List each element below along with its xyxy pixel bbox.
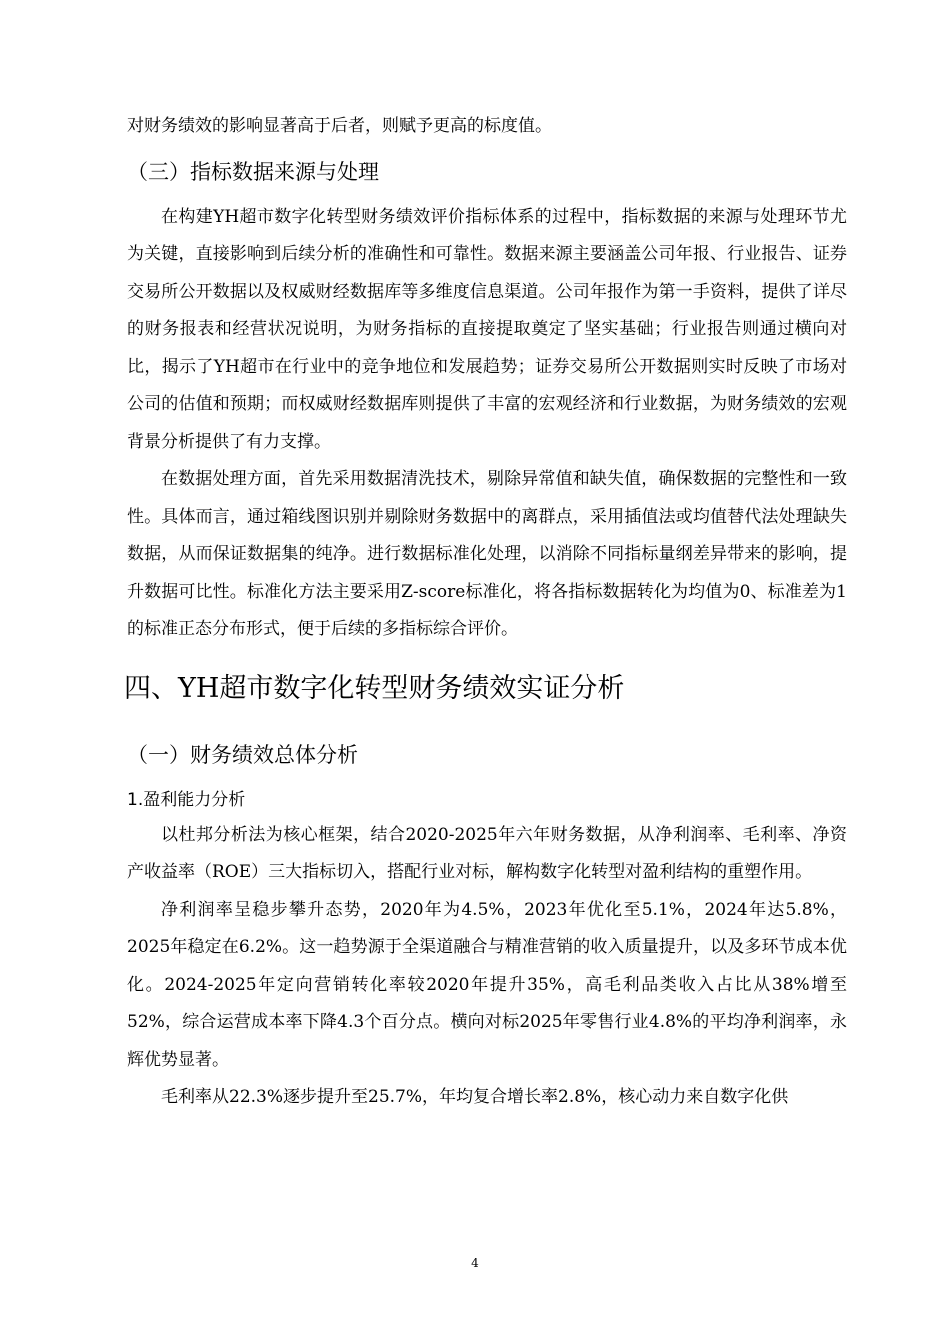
paragraph-net-margin: 净利润率呈稳步攀升态势，2020年为4.5%，2023年优化至5.1%，2024年达5.8%，2025年稳定在6.2%。这一趋势源于全渠道融合与精准营销的收入质量提升，以及多环节成本优化。2024-2025年定向营销转化率较2020年提升35%，高毛利品类收入占比从38%增至52%，综合运营成本率下降4.3个百分点。横向对标2025年零售行业4.8%的平均净利润率，永辉优势显著。 xyxy=(127,899,847,1070)
paragraph-data-source: 在构建YH超市数字化转型财务绩效评价指标体系的过程中，指标数据的来源与处理环节尤为关键，直接影响到后续分析的准确性和可靠性。数据来源主要涵盖公司年报、行业报告、证券交易所公开数据以及权威财经数据库等多维度信息渠道。公司年报作为第一手资料，提供了详尽的财务报表和经营状况说明，为财务指标的直接提取奠定了坚实基础；行业报告则通过横向对比，揭示了YH超市在行业中的竞争地位和发展趋势；证券交易所公开数据则实时反映了市场对公司的估值和预期；而权威财经数据库则提供了丰富的宏观经济和行业数据，为财务绩效的宏观背景分析提供了有力支撑。 xyxy=(127,206,847,452)
paragraph-data-processing: 在数据处理方面，首先采用数据清洗技术，剔除异常值和缺失值，确保数据的完整性和一致性。具体而言，通过箱线图识别并剔除财务数据中的离群点，采用插值法或均值替代法处理缺失数据，从而保证数据集的纯净。进行数据标准化处理，以消除不同指标量纲差异带来的影响，提升数据可比性。标准化方法主要采用Z-score标准化，将各指标数据转化为均值为0、标准差为1的标准正态分布形式，便于后续的多指标综合评价。 xyxy=(127,469,847,639)
section-heading-empirical-analysis: 四、YH超市数字化转型财务绩效实证分析 xyxy=(124,672,625,704)
heading-profitability-analysis: 1.盈利能力分析 xyxy=(127,789,246,810)
paragraph-continued: 对财务绩效的影响显著高于后者，则赋予更高的标度值。 xyxy=(127,116,552,136)
page-content xyxy=(124,108,847,1117)
paragraph-gross-margin: 毛利率从22.3%逐步提升至25.7%，年均复合增长率2.8%，核心动力来自数字化供 xyxy=(161,1087,789,1107)
page-number: 4 xyxy=(471,1256,479,1270)
heading-overall-financial-analysis: （一）财务绩效总体分析 xyxy=(127,742,358,767)
heading-indicator-data-source: （三）指标数据来源与处理 xyxy=(127,159,379,184)
paragraph-dupont: 以杜邦分析法为核心框架，结合2020-2025年六年财务数据，从净利润率、毛利率、净资产收益率（ROE）三大指标切入，搭配行业对标，解构数字化转型对盈利结构的重塑作用。 xyxy=(127,824,847,882)
